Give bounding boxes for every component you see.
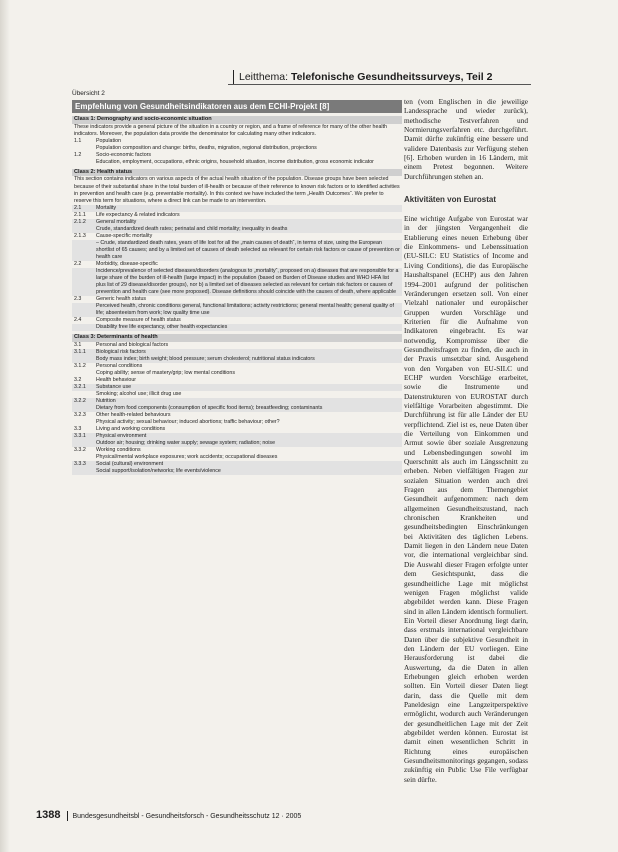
row-text: Social (cultural) environment xyxy=(96,460,164,467)
page-number: 1388 xyxy=(36,809,61,821)
box-title: Empfehlung von Gesundheitsindikatoren aus dem ECHI-Projekt [8] xyxy=(72,100,402,113)
row-text: Population composition and change: births, deaths, migration, regional distribution, projections xyxy=(96,144,317,151)
row-number xyxy=(72,159,96,166)
row-text: Living and working conditions xyxy=(96,425,166,432)
table-row xyxy=(72,426,402,433)
row-number: 3.1 xyxy=(74,341,82,348)
row-number: 3.3.2 xyxy=(74,446,86,453)
row-number xyxy=(72,405,96,412)
row-number xyxy=(72,145,96,152)
row-text: Body mass index; birth weight; blood pressure; serum cholesterol; nutritional status indicators xyxy=(96,355,315,362)
class3-rows xyxy=(72,342,402,475)
row-text: Morbidity, disease-specific xyxy=(96,261,158,268)
row-number: 1.1 xyxy=(74,137,82,144)
page-footer xyxy=(36,808,406,822)
row-number: 2.4 xyxy=(74,317,82,324)
row-number: 2.1.1 xyxy=(74,212,86,219)
row-number: 1.2 xyxy=(74,151,82,158)
table-row xyxy=(72,356,402,363)
row-text: Generic health status xyxy=(96,296,147,303)
footer-divider xyxy=(67,811,68,821)
row-number xyxy=(72,440,96,447)
row-number: 2.1.2 xyxy=(74,219,86,226)
row-text: Education, employment, occupations, ethnic origins, household situation, income distribution, gross economic indicator xyxy=(96,158,374,165)
row-text: Crude, standardized death rates; perinatal and child mortality; inequality in deaths xyxy=(96,226,288,233)
table-row xyxy=(72,152,402,159)
row-text: Nutrition xyxy=(96,397,116,404)
row-text: – Crude, standardized death rates, years of life lost for all the „main causes of death“, in terms of size, using the European shortlist of 65 causes; and by a limited set of causes of death selected as relevant for certain risk factors or cause of prevention or health care xyxy=(96,240,400,261)
table-row xyxy=(72,219,402,226)
indicator-box xyxy=(72,89,402,749)
row-text: Physical activity; sexual behaviour; induced abortions; traffic behaviour; other? xyxy=(96,418,280,425)
table-row xyxy=(72,296,402,303)
row-text: Health behaviour xyxy=(96,376,137,383)
row-text: Cause-specific mortality xyxy=(96,233,153,240)
header-rule xyxy=(228,84,531,85)
table-row xyxy=(72,440,402,447)
row-number: 3.3.3 xyxy=(74,460,86,467)
row-number: 2.1.3 xyxy=(74,233,86,240)
class2-heading: Class 2: Health status xyxy=(72,169,402,177)
class2-intro: This section contains indicators on various aspects of the actual health situation of the population. Disease groups have been selected because of their substantial share in the total burden of ill-health or because of their reference to known risk factors or to identified activities in prevention and health care (e.g. preventable mortality). In this context we have included the term „Health Outcomes“. We prefer to reserve this term for situations, where a direct link can be made to an intervention. xyxy=(74,176,400,205)
row-number: 2.2 xyxy=(74,261,82,268)
row-number xyxy=(72,303,96,317)
table-row xyxy=(72,419,402,426)
row-text: Working conditions xyxy=(96,446,141,453)
row-text: Social support/isolation/networks; life events/violence xyxy=(96,467,221,474)
row-number: 3.1.2 xyxy=(74,362,86,369)
row-number xyxy=(72,226,96,233)
table-row xyxy=(72,303,402,317)
running-header xyxy=(233,70,539,84)
table-row xyxy=(72,433,402,440)
table-row xyxy=(72,391,402,398)
table-row xyxy=(72,138,402,145)
row-text: Disability free life expectancy, other health expectancies xyxy=(96,324,228,331)
row-text: Smoking; alcohol use; illicit drug use xyxy=(96,390,182,397)
table-row xyxy=(72,349,402,356)
class1-intro: These indicators provide a general picture of the situation in a country or region, and a frame of reference for many of the other health indicators. Moreover, the population data provide the denominator for calculating many other indicators. xyxy=(74,123,387,137)
row-text: Composite measure of health status xyxy=(96,317,181,324)
row-text: Dietary from food components (consumption of specific food items); breastfeeding; contaminants xyxy=(96,404,323,411)
row-text: Perceived health, chronic conditions general, functional limitations; activity restrictions; general mental health; general quality of life; absenteeism from work; low quality time use xyxy=(96,303,394,317)
table-row xyxy=(72,233,402,240)
section-heading: Aktivitäten von Eurostat xyxy=(404,195,497,205)
row-text: Substance use xyxy=(96,383,132,390)
class3-heading: Class 3: Determinants of health xyxy=(72,334,402,342)
table-row xyxy=(72,317,402,324)
row-text: Physical/mental workplace exposures; work accidents; occupational diseases xyxy=(96,453,278,460)
header-title: Telefonische Gesundheitssurveys, Teil 2 xyxy=(290,71,493,83)
row-number xyxy=(72,356,96,363)
row-text: Personal conditions xyxy=(96,362,143,369)
table-row xyxy=(72,212,402,219)
table-row xyxy=(72,240,402,261)
table-row xyxy=(72,261,402,268)
table-row xyxy=(72,324,402,331)
table-row xyxy=(72,468,402,475)
row-text: Population xyxy=(96,137,122,144)
row-number xyxy=(72,324,96,331)
row-number: 3.3.1 xyxy=(74,432,86,439)
table-row xyxy=(72,447,402,454)
table-row xyxy=(72,145,402,152)
table-row xyxy=(72,384,402,391)
row-number xyxy=(72,240,96,261)
page-edge-shadow xyxy=(0,0,10,852)
row-text: Incidence/prevalence of selected diseases/disorders (analogous to „mortality“, proposed on a) diseases that are responsible for a large share of the burden of ill-health (large impact) in the population (based on Burden of Disease studies and WHO HFA list plus list of 29 disease/disorder groups), nor b) a limited set of diseases selected as relevant for certain risk factors or causes of prevention and health care (see more proposed). Disease definitions should coincide with the causes of death, where applicable xyxy=(96,268,399,296)
row-text: Mortality xyxy=(96,205,117,212)
row-text: Biological risk factors xyxy=(96,348,146,355)
row-number xyxy=(72,454,96,461)
row-number xyxy=(72,468,96,475)
row-number: 3.3 xyxy=(74,425,82,432)
table-row xyxy=(72,454,402,461)
row-text: General mortality xyxy=(96,219,137,226)
right-column xyxy=(404,97,528,784)
class1-rows xyxy=(72,138,402,166)
table-row xyxy=(72,363,402,370)
journal-citation: Bundesgesundheitsbl - Gesundheitsforsch - Gesundheitsschutz 12 · 2005 xyxy=(72,813,302,820)
table-row xyxy=(72,370,402,377)
table-row xyxy=(72,412,402,419)
table-row xyxy=(72,398,402,405)
class1-heading: Class 1: Demography and socio-economic situation xyxy=(72,116,402,124)
table-row xyxy=(72,461,402,468)
table-row xyxy=(72,226,402,233)
table-row xyxy=(72,377,402,384)
box-label: Übersicht 2 xyxy=(72,90,105,97)
row-number xyxy=(72,268,96,296)
row-number: 3.2 xyxy=(74,376,82,383)
row-text: Physical environment xyxy=(96,432,147,439)
row-text: Socio-economic factors xyxy=(96,151,152,158)
row-number xyxy=(72,370,96,377)
class2-rows xyxy=(72,205,402,331)
table-row xyxy=(72,342,402,349)
row-text: Coping ability; sense of mastery/grip; low mental conditions xyxy=(96,369,235,376)
paragraph: ten (vom Englischen in die jeweilige Landessprache und wieder zurück), methodische Testverfahren und Normierungsverfahren etc. durchgeführt. Damit dürfte zukünftig eine bessere und validere Datenbasis zur Verfügung stehen [6]. Erhoben wurden in 16 Ländern, mit einem Pretest begonnen. Weitere Durchführungen stehen an. xyxy=(404,97,528,181)
row-number: 3.2.3 xyxy=(74,411,86,418)
row-number: 3.2.2 xyxy=(74,397,86,404)
row-number: 3.2.1 xyxy=(74,383,86,390)
row-number xyxy=(72,391,96,398)
row-number: 2.3 xyxy=(74,296,82,303)
table-row xyxy=(72,405,402,412)
row-text: Life expectancy & related indicators xyxy=(96,212,180,219)
row-text: Personal and biological factors xyxy=(96,341,169,348)
row-number: 2.1 xyxy=(74,205,82,212)
row-number: 3.1.1 xyxy=(74,348,86,355)
table-row xyxy=(72,268,402,296)
row-text: Outdoor air; housing; drinking water supply; sewage system; radiation; noise xyxy=(96,439,276,446)
row-number xyxy=(72,419,96,426)
table-row xyxy=(72,205,402,212)
paragraph: Eine wichtige Aufgabe von Eurostat war in der jüngsten Vergangenheit die Etablierung eines neuen Erhebung über die Einkommens- und Lebenssituation (EU-SILC: EU Statistics of Income and Living Conditions), die das Europäische Haushaltspanel (ECHP) aus den Jahren 1994–2001 aufgrund der politischen Veränderungen ersetzen soll. Von einer Vielzahl nationaler und europäischer Gruppen wurden Vorschläge und Kriterien für die Aufnahme von Indikatoren eingebracht. Es war notwendig, Kompromisse über die Gesundheitsfragen zu finden, die auch in der Praxis umsetzbar sind. Ausgehend von den Vorgaben von EU-SILC und ECHP wurden Vorschläge erarbeitet, sowie die Instrumente und Datenstrukturen von EUROSTAT durch vielfältige Vorarbeiten abgestimmt. Die Durchführung ist für alle Länder der EU verpflichtend. Ziel ist es, neue Daten über die Verteilung von Einkommen und Armut sowie über soziale Ausgrenzung und Lebensbedingungen sowohl im Querschnitt als auch im Längsschnitt zu erheben. Neben vielfältigen Fragen zur sozialen Situation werden auch drei Fragen aus dem Themengebiet Gesundheit aufgenommen: nach dem allgemeinen Gesundheitszustand, nach chronischen Krankheiten und gesundheitsbedingten Einschränkungen bei Aktivitäten des täglichen Lebens. Damit liegen in den Ländern neue Daten vor, die international vergleichbar sind. Die Auswahl dieser Fragen erfolgte unter dem Gesichtspunkt, dass die gesundheitliche Lage mit möglichst wenigen Fragen möglichst valide abgebildet werden kann. Diese Fragen sind in allen Ländern identisch formuliert. Ein Vorteil dieser Anordnung liegt darin, dass erstmals international vergleichbare Daten über die subjektive Gesundheit in den Ländern der EU vorliegen. Eine Herausforderung ist dabei die Auswertung, da die Daten in allen Erhebungen gleich erhoben werden sollten. Ein Vorteil dieser Daten liegt darin, dass die Quelle mit dem Paneldesign eine Langzeitperspektive ermöglicht, wodurch auch Veränderungen der gesundheitlichen Lage mit der Zeit abgebildet werden können. Eurostat ist damit einen wesentlichen Schritt in Richtung eines europäischen Gesundheitsmonitorings gegangen, sodass zukünftig ein Public Use File verfügbar sein dürfte. xyxy=(404,214,528,784)
row-text: Other health-related behaviours xyxy=(96,411,171,418)
header-prefix: Leitthema: xyxy=(239,71,291,83)
table-row xyxy=(72,159,402,166)
